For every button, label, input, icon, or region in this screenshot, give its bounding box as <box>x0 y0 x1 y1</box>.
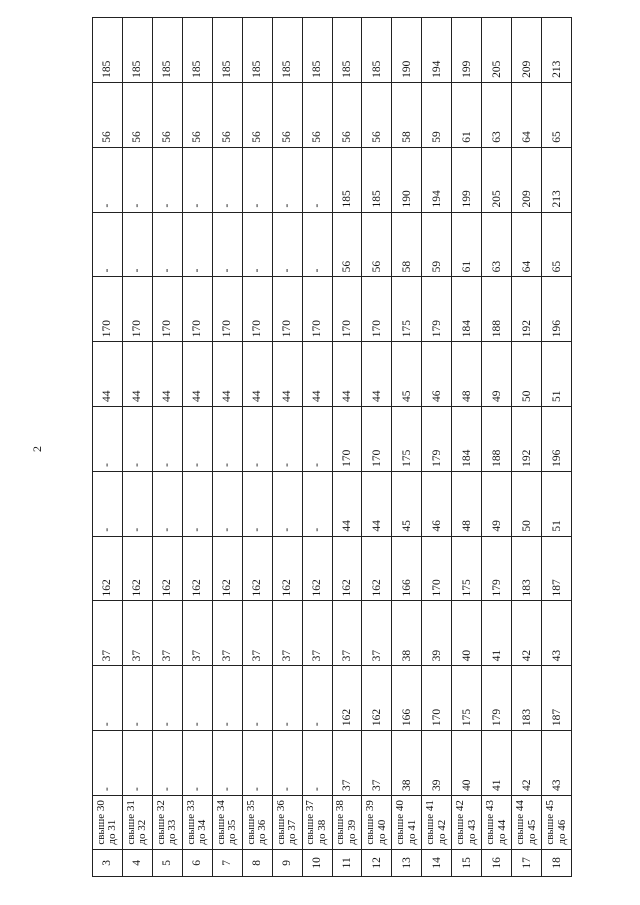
value-cell: - <box>93 731 123 796</box>
value-cell: 61 <box>452 212 482 277</box>
value-cell: - <box>152 666 182 731</box>
row-number: 15 <box>452 849 482 876</box>
value-cell: 196 <box>542 277 572 342</box>
value-cell: 56 <box>332 212 362 277</box>
value-cell: 45 <box>392 471 422 536</box>
row-number: 8 <box>242 849 272 876</box>
row-number: 9 <box>272 849 302 876</box>
value-cell: 42 <box>512 601 542 666</box>
value-cell: 162 <box>332 536 362 601</box>
value-cell: 175 <box>392 407 422 472</box>
table-row <box>542 18 572 877</box>
value-cell: 170 <box>362 407 392 472</box>
value-cell: 184 <box>452 407 482 472</box>
row-number: 13 <box>392 849 422 876</box>
value-cell: 65 <box>542 212 572 277</box>
value-cell: 37 <box>182 601 212 666</box>
value-cell: 44 <box>212 342 242 407</box>
value-cell: 37 <box>302 601 332 666</box>
value-cell: 37 <box>242 601 272 666</box>
value-cell: 170 <box>302 277 332 342</box>
value-cell: - <box>122 731 152 796</box>
value-cell: 179 <box>482 536 512 601</box>
value-cell: 44 <box>362 471 392 536</box>
value-cell: 46 <box>422 342 452 407</box>
value-cell: 50 <box>512 471 542 536</box>
value-cell: 49 <box>482 342 512 407</box>
value-cell: 44 <box>152 342 182 407</box>
value-cell: 37 <box>272 601 302 666</box>
range-cell: свыше 41 до 42 <box>422 795 452 849</box>
table-row <box>122 18 152 877</box>
value-cell: - <box>182 147 212 212</box>
value-cell: - <box>152 731 182 796</box>
range-cell: свыше 43 до 44 <box>482 795 512 849</box>
value-cell: 37 <box>212 601 242 666</box>
range-cell: свыше 35 до 36 <box>242 795 272 849</box>
row-number: 4 <box>122 849 152 876</box>
value-cell: 183 <box>512 666 542 731</box>
value-cell: 61 <box>452 82 482 147</box>
value-cell: - <box>122 212 152 277</box>
value-cell: 213 <box>542 18 572 83</box>
row-number: 18 <box>542 849 572 876</box>
value-cell: 183 <box>512 536 542 601</box>
value-cell: 56 <box>242 82 272 147</box>
value-cell: 170 <box>152 277 182 342</box>
value-cell: - <box>302 666 332 731</box>
value-cell: 170 <box>93 277 123 342</box>
value-cell: 56 <box>332 82 362 147</box>
table-row <box>182 18 212 877</box>
row-number: 7 <box>212 849 242 876</box>
value-cell: - <box>182 731 212 796</box>
value-cell: 166 <box>392 536 422 601</box>
range-cell: свыше 31 до 32 <box>122 795 152 849</box>
value-cell: 199 <box>452 18 482 83</box>
row-number: 17 <box>512 849 542 876</box>
value-cell: 185 <box>93 18 123 83</box>
value-cell: 162 <box>302 536 332 601</box>
value-cell: - <box>212 407 242 472</box>
table-row <box>242 18 272 877</box>
value-cell: 209 <box>512 18 542 83</box>
table-row <box>512 18 542 877</box>
value-cell: 56 <box>212 82 242 147</box>
value-cell: - <box>122 147 152 212</box>
value-cell: 38 <box>392 731 422 796</box>
value-cell: 50 <box>512 342 542 407</box>
value-cell: 185 <box>122 18 152 83</box>
table-body <box>93 18 572 877</box>
value-cell: 40 <box>452 731 482 796</box>
value-cell: 56 <box>302 82 332 147</box>
value-cell: - <box>242 731 272 796</box>
value-cell: 185 <box>152 18 182 83</box>
value-cell: - <box>302 212 332 277</box>
value-cell: 162 <box>93 536 123 601</box>
value-cell: 187 <box>542 536 572 601</box>
value-cell: - <box>122 666 152 731</box>
value-cell: 37 <box>362 731 392 796</box>
value-cell: 188 <box>482 407 512 472</box>
value-cell: 170 <box>272 277 302 342</box>
value-cell: 44 <box>182 342 212 407</box>
value-cell: 43 <box>542 601 572 666</box>
value-cell: - <box>212 147 242 212</box>
row-number: 6 <box>182 849 212 876</box>
value-cell: 37 <box>332 731 362 796</box>
value-cell: 44 <box>362 342 392 407</box>
value-cell: 170 <box>242 277 272 342</box>
range-cell: свыше 39 до 40 <box>362 795 392 849</box>
range-cell: свыше 37 до 38 <box>302 795 332 849</box>
range-cell: свыше 32 до 33 <box>152 795 182 849</box>
value-cell: 185 <box>332 18 362 83</box>
value-cell: 179 <box>422 407 452 472</box>
value-cell: 39 <box>422 731 452 796</box>
value-cell: - <box>212 212 242 277</box>
value-cell: - <box>93 212 123 277</box>
value-cell: 188 <box>482 277 512 342</box>
table-row <box>422 18 452 877</box>
value-cell: 213 <box>542 147 572 212</box>
value-cell: - <box>122 471 152 536</box>
range-cell: свыше 42 до 43 <box>452 795 482 849</box>
value-cell: 192 <box>512 277 542 342</box>
value-cell: 37 <box>93 601 123 666</box>
value-cell: 39 <box>422 601 452 666</box>
range-cell: свыше 40 до 41 <box>392 795 422 849</box>
value-cell: 162 <box>332 666 362 731</box>
value-cell: 162 <box>212 536 242 601</box>
value-cell: 64 <box>512 212 542 277</box>
value-cell: - <box>242 666 272 731</box>
value-cell: 46 <box>422 471 452 536</box>
value-cell: - <box>212 666 242 731</box>
value-cell: - <box>93 666 123 731</box>
value-cell: 51 <box>542 471 572 536</box>
value-cell: 185 <box>242 18 272 83</box>
value-cell: 185 <box>272 18 302 83</box>
table-row <box>272 18 302 877</box>
value-cell: - <box>302 731 332 796</box>
value-cell: - <box>242 147 272 212</box>
value-cell: 65 <box>542 82 572 147</box>
value-cell: 205 <box>482 147 512 212</box>
value-cell: - <box>152 212 182 277</box>
value-cell: 51 <box>542 342 572 407</box>
value-cell: - <box>302 471 332 536</box>
value-cell: 209 <box>512 147 542 212</box>
value-cell: 58 <box>392 82 422 147</box>
row-number: 16 <box>482 849 512 876</box>
value-cell: 56 <box>362 212 392 277</box>
value-cell: 170 <box>422 536 452 601</box>
value-cell: - <box>152 147 182 212</box>
value-cell: - <box>182 212 212 277</box>
range-cell: свыше 33 до 34 <box>182 795 212 849</box>
value-cell: - <box>272 731 302 796</box>
value-cell: 56 <box>362 82 392 147</box>
rotated-table-wrapper <box>92 17 572 877</box>
value-cell: 190 <box>392 18 422 83</box>
value-cell: 170 <box>182 277 212 342</box>
value-cell: 185 <box>332 147 362 212</box>
value-cell: 44 <box>332 471 362 536</box>
value-cell: 187 <box>542 666 572 731</box>
value-cell: 48 <box>452 471 482 536</box>
range-cell: свыше 36 до 37 <box>272 795 302 849</box>
value-cell: 37 <box>122 601 152 666</box>
table-row <box>332 18 362 877</box>
value-cell: 175 <box>452 536 482 601</box>
value-cell: - <box>272 666 302 731</box>
value-cell: 205 <box>482 18 512 83</box>
value-cell: 199 <box>452 147 482 212</box>
value-cell: - <box>302 147 332 212</box>
value-cell: - <box>182 666 212 731</box>
value-cell: 37 <box>332 601 362 666</box>
row-number: 3 <box>93 849 123 876</box>
value-cell: 166 <box>392 666 422 731</box>
value-cell: 45 <box>392 342 422 407</box>
value-cell: - <box>302 407 332 472</box>
value-cell: 179 <box>422 277 452 342</box>
value-cell: 185 <box>182 18 212 83</box>
value-cell: - <box>152 471 182 536</box>
value-cell: 44 <box>332 342 362 407</box>
value-cell: - <box>212 471 242 536</box>
value-cell: 162 <box>362 666 392 731</box>
value-cell: 162 <box>362 536 392 601</box>
value-cell: 44 <box>302 342 332 407</box>
value-cell: 194 <box>422 18 452 83</box>
value-cell: 41 <box>482 731 512 796</box>
value-cell: - <box>212 731 242 796</box>
table-row <box>452 18 482 877</box>
value-cell: 59 <box>422 82 452 147</box>
value-cell: 162 <box>272 536 302 601</box>
value-cell: 59 <box>422 212 452 277</box>
table-row <box>152 18 182 877</box>
value-cell: 175 <box>452 666 482 731</box>
value-cell: - <box>93 471 123 536</box>
row-number: 5 <box>152 849 182 876</box>
value-cell: - <box>242 471 272 536</box>
value-cell: 44 <box>93 342 123 407</box>
value-cell: - <box>272 471 302 536</box>
value-cell: 196 <box>542 407 572 472</box>
range-cell: свыше 44 до 45 <box>512 795 542 849</box>
value-cell: - <box>93 407 123 472</box>
value-cell: - <box>272 212 302 277</box>
value-cell: 41 <box>482 601 512 666</box>
value-cell: 48 <box>452 342 482 407</box>
value-cell: 56 <box>122 82 152 147</box>
range-cell: свыше 38 до 39 <box>332 795 362 849</box>
value-cell: 184 <box>452 277 482 342</box>
value-cell: 40 <box>452 601 482 666</box>
value-cell: - <box>152 407 182 472</box>
table-row <box>362 18 392 877</box>
table-row <box>392 18 422 877</box>
value-cell: 170 <box>422 666 452 731</box>
value-cell: 63 <box>482 82 512 147</box>
value-cell: 162 <box>122 536 152 601</box>
value-cell: 44 <box>122 342 152 407</box>
value-cell: 194 <box>422 147 452 212</box>
value-cell: 185 <box>302 18 332 83</box>
table-row <box>482 18 512 877</box>
value-cell: - <box>122 407 152 472</box>
value-cell: 185 <box>212 18 242 83</box>
range-cell: свыше 30 до 31 <box>93 795 123 849</box>
table-row <box>302 18 332 877</box>
value-cell: 63 <box>482 212 512 277</box>
value-cell: 162 <box>182 536 212 601</box>
value-cell: 44 <box>242 342 272 407</box>
value-cell: 192 <box>512 407 542 472</box>
value-cell: 190 <box>392 147 422 212</box>
value-cell: 185 <box>362 147 392 212</box>
value-cell: 37 <box>152 601 182 666</box>
value-cell: 179 <box>482 666 512 731</box>
range-cell: свыше 34 до 35 <box>212 795 242 849</box>
value-cell: 43 <box>542 731 572 796</box>
value-cell: 185 <box>362 18 392 83</box>
value-cell: - <box>272 407 302 472</box>
row-number: 12 <box>362 849 392 876</box>
value-cell: 37 <box>362 601 392 666</box>
page-number: 2 <box>30 446 44 452</box>
value-cell: - <box>272 147 302 212</box>
value-cell: 162 <box>152 536 182 601</box>
value-cell: 38 <box>392 601 422 666</box>
value-cell: - <box>242 407 272 472</box>
row-number: 14 <box>422 849 452 876</box>
value-cell: 175 <box>392 277 422 342</box>
rate-table <box>92 17 572 877</box>
row-number: 10 <box>302 849 332 876</box>
value-cell: 170 <box>332 277 362 342</box>
value-cell: 58 <box>392 212 422 277</box>
table-row <box>93 18 123 877</box>
value-cell: - <box>93 147 123 212</box>
value-cell: 56 <box>272 82 302 147</box>
value-cell: 170 <box>212 277 242 342</box>
value-cell: 170 <box>362 277 392 342</box>
value-cell: 170 <box>122 277 152 342</box>
value-cell: 44 <box>272 342 302 407</box>
value-cell: 64 <box>512 82 542 147</box>
range-cell: свыше 45 до 46 <box>542 795 572 849</box>
table-row <box>212 18 242 877</box>
value-cell: - <box>242 212 272 277</box>
value-cell: 56 <box>93 82 123 147</box>
value-cell: 56 <box>152 82 182 147</box>
row-number: 11 <box>332 849 362 876</box>
value-cell: 170 <box>332 407 362 472</box>
value-cell: 56 <box>182 82 212 147</box>
value-cell: 42 <box>512 731 542 796</box>
value-cell: - <box>182 407 212 472</box>
value-cell: 49 <box>482 471 512 536</box>
value-cell: - <box>182 471 212 536</box>
value-cell: 162 <box>242 536 272 601</box>
